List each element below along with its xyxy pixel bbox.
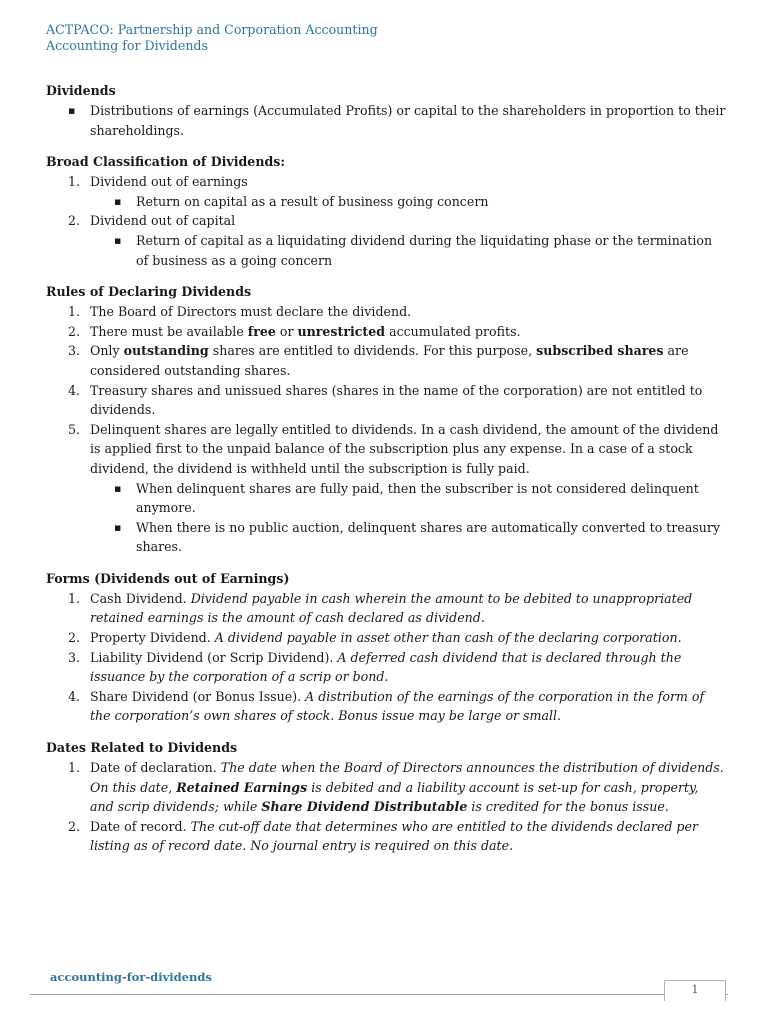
broad-classification-list <box>46 172 726 270</box>
text-run: is debited and a liability account is set-up for cash, property, and scrip dividends; while <box>90 779 699 815</box>
item-text <box>90 819 698 854</box>
item-text: Dividend out of capital <box>90 213 236 229</box>
text-run: The date when the Board of Directors announces the distribution of dividends. On this date, <box>90 760 724 795</box>
sub-list <box>46 479 726 557</box>
list-item <box>46 211 726 231</box>
item-text: Treasury shares and unissued shares (shares in the name of the corporation) are not entitled to dividends. <box>90 382 703 418</box>
definition-text: Distributions of earnings (Accumulated Profits) or capital to the shareholders in proportion to their shareholdings. <box>90 103 726 138</box>
item-text <box>90 343 689 378</box>
list-item <box>46 341 726 380</box>
section-heading-dividends: Dividends <box>46 83 116 98</box>
item-text: The Board of Directors must declare the dividend. <box>90 304 412 320</box>
item-text <box>90 324 521 339</box>
text-run: Only <box>90 343 124 359</box>
form-description: A distribution of the earnings of the corporation in the form of the corporation’s own shares of stock. Bonus issue may be large or small. <box>90 688 705 724</box>
bold-term-retained-earnings: Retained Earnings <box>176 779 308 795</box>
dates-list <box>46 758 726 856</box>
list-item <box>46 420 726 479</box>
form-label: Cash Dividend. <box>90 590 191 606</box>
footer-divider <box>30 994 728 995</box>
section-heading-rules: Rules of Declaring Dividends <box>46 284 252 300</box>
forms-list <box>46 589 726 726</box>
list-item <box>46 381 726 420</box>
sub-item-text: Return on capital as a result of business going concern <box>136 193 489 209</box>
footer-label: accounting-for-dividends <box>50 970 212 984</box>
sub-list-wrapper <box>46 231 726 270</box>
item-number: 1. <box>67 304 80 320</box>
sub-list-item <box>46 518 726 557</box>
sub-item-text: When delinquent shares are fully paid, then the subscriber is not considered delinquent anymore. <box>136 480 699 516</box>
section-heading-forms: Forms (Dividends out of Earnings) <box>46 570 290 586</box>
item-number: 3. <box>67 649 80 665</box>
item-number: 2. <box>67 323 80 339</box>
sub-list-wrapper <box>46 192 726 212</box>
sub-list <box>46 231 726 270</box>
page-number: 1 <box>664 980 726 1001</box>
list-item <box>46 758 726 817</box>
list-item <box>46 172 726 192</box>
list-item <box>46 817 726 856</box>
item-text: Delinquent shares are legally entitled to dividends. In a cash dividend, the amount of the dividend is applied first to the unpaid balance of the subscription plus any expense. In a case of a stock dividend, the dividend is withheld until the subscription is fully paid. <box>90 421 719 476</box>
form-description: A deferred cash dividend that is declared through the issuance by the corporation of a scrip or bond. <box>90 649 682 685</box>
bold-term-subscribed-shares: subscribed shares <box>536 343 664 359</box>
item-number: 1. <box>67 760 80 776</box>
item-number: 1. <box>67 590 80 606</box>
item-number: 2. <box>67 818 80 834</box>
list-item <box>46 302 726 322</box>
bullet-icon: ▪ <box>114 233 122 247</box>
date-description: The cut-off date that determines who are entitled to the dividends declared per listing as of record date. No journal entry is required on this date. <box>90 818 698 854</box>
item-number: 2. <box>67 213 80 229</box>
item-text <box>90 689 704 724</box>
sub-list-wrapper <box>46 479 726 557</box>
item-text: Dividend out of earnings <box>90 174 248 190</box>
list-item <box>46 628 726 648</box>
dividends-definition-list <box>46 101 726 140</box>
bullet-icon: ▪ <box>114 194 122 208</box>
text-run: are considered outstanding shares. <box>90 343 689 378</box>
item-number: 1. <box>67 174 80 190</box>
form-label: Property Dividend. <box>90 630 215 646</box>
text-run: There must be available <box>90 323 248 339</box>
document-header <box>46 22 378 54</box>
form-label: Share Dividend (or Bonus Issue). <box>90 688 306 704</box>
text-run: accumulated profits. <box>385 323 521 339</box>
item-text <box>90 630 682 645</box>
item-text <box>90 760 724 814</box>
sub-list-item <box>46 231 726 270</box>
bold-term-unrestricted: unrestricted <box>297 323 386 339</box>
bold-term-free: free <box>247 323 276 339</box>
sub-list-item <box>46 479 726 518</box>
date-label: Date of record. <box>90 818 191 834</box>
item-number: 5. <box>67 421 80 437</box>
item-text <box>90 650 681 685</box>
bold-term-share-dividend-distributable: Share Dividend Distributable <box>261 799 468 815</box>
course-title: ACTPACO: Partnership and Corporation Accounting <box>46 22 378 37</box>
list-item <box>46 322 726 342</box>
sub-item-text: When there is no public auction, delinquent shares are automatically converted to treasury shares. <box>136 519 721 555</box>
form-description: A dividend payable in asset other than cash of the declaring corporation. <box>214 630 682 646</box>
item-number: 4. <box>67 688 80 704</box>
list-item <box>46 589 726 628</box>
list-item <box>46 101 726 140</box>
document-body <box>46 81 726 856</box>
text-run: shares are entitled to dividends. For this purpose, <box>208 343 537 359</box>
item-text <box>90 591 692 626</box>
form-description: Dividend payable in cash wherein the amount to be debited to unappropriated retained earnings is the amount of cash declared as dividend. <box>90 590 693 626</box>
bullet-icon: ▪ <box>114 520 122 534</box>
item-number: 4. <box>67 382 80 398</box>
topic-title: Accounting for Dividends <box>46 38 208 53</box>
bullet-icon: ▪ <box>68 104 76 117</box>
date-label: Date of declaration. <box>90 760 221 776</box>
section-heading-broad-classification: Broad Classification of Dividends: <box>46 154 286 170</box>
text-run: is credited for the bonus issue. <box>467 799 669 815</box>
rules-list <box>46 302 726 557</box>
bold-term-outstanding: outstanding <box>123 343 209 359</box>
bullet-icon: ▪ <box>114 481 122 495</box>
form-label: Liability Dividend (or Scrip Dividend). <box>90 649 338 665</box>
sub-list <box>46 192 726 212</box>
list-item <box>46 648 726 687</box>
item-number: 2. <box>67 630 80 646</box>
list-item <box>46 687 726 726</box>
section-heading-dates: Dates Related to Dividends <box>46 740 238 756</box>
text-run: or <box>275 323 298 339</box>
sub-item-text: Return of capital as a liquidating dividend during the liquidating phase or the termination of business as a going concern <box>136 232 713 268</box>
item-number: 3. <box>67 343 80 359</box>
sub-list-item <box>46 192 726 212</box>
